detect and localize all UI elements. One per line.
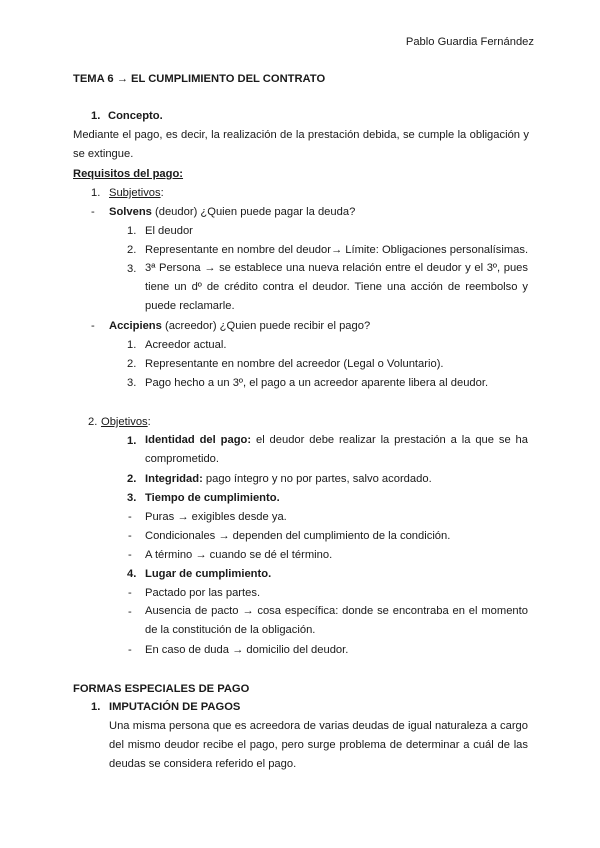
- section-1-heading: Concepto.: [108, 110, 163, 122]
- solvens-bullet: -: [91, 206, 95, 218]
- identidad-description: el deudor debe realizar la prestación a la que se ha comprometido.: [145, 434, 528, 465]
- document-title: TEMA 6 → EL CUMPLIMIENTO DEL CONTRATO: [73, 73, 326, 85]
- accipiens-item-1-text: Acreedor actual.: [145, 339, 227, 351]
- subjetivos-label: Subjetivos: [109, 187, 161, 199]
- accipiens-item-2-text: Representante en nombre del acreedor (Legal o Voluntario).: [145, 358, 444, 370]
- objetivos-number: 2.: [88, 416, 98, 428]
- lugar-item-1-bullet: -: [128, 587, 132, 599]
- lugar-item-2-text: Ausencia de pacto → cosa específica: donde se encontraba en el momento de la constitución de la obligación.: [145, 605, 528, 636]
- accipiens-item-3-text: Pago hecho a un 3º, el pago a un acreedor aparente libera al deudor.: [145, 377, 489, 389]
- tiempo-item-3-bullet: -: [128, 549, 132, 561]
- objetivos-colon: :: [147, 416, 151, 428]
- integridad-line: [145, 472, 432, 486]
- tiempo-heading: Tiempo de cumplimiento.: [145, 492, 280, 504]
- lugar-number: 4.: [127, 568, 137, 580]
- subjetivos-number: 1.: [91, 187, 101, 199]
- solvens-item-1-number: 1.: [127, 225, 137, 237]
- section-1-number: 1.: [91, 110, 101, 122]
- solvens-item-3-text: 3ª Persona → se establece una nueva relación entre el deudor y el 3º, pues tiene un dº de crédito contra el deudor. Tiene una acción de reembolso y puede reclamarle.: [145, 262, 528, 312]
- solvens-question: (deudor) ¿Quien puede pagar la deuda?: [151, 206, 356, 218]
- tiempo-item-1-text: Puras → exigibles desde ya.: [145, 511, 287, 523]
- subjetivos-label-line: [109, 186, 164, 200]
- solvens-item-1-text: El deudor: [145, 225, 193, 237]
- imputacion-number: 1.: [91, 701, 101, 713]
- lugar-item-1-text: Pactado por las partes.: [145, 587, 261, 599]
- author-header: Pablo Guardia Fernández: [405, 36, 534, 48]
- identidad-text: [145, 431, 528, 469]
- objetivos-label: Objetivos: [101, 416, 148, 428]
- subjetivos-colon: :: [160, 187, 164, 199]
- imputacion-paragraph: Una misma persona que es acreedora de varias deudas de igual naturaleza a cargo del mismo deudor recibe el pago, pero surge problema de determinar a cuál de las deudas se considera referido el pago.: [109, 720, 528, 770]
- solvens-term: Solvens: [109, 206, 152, 218]
- tiempo-item-1-bullet: -: [128, 511, 132, 523]
- requisitos-heading: Requisitos del pago:: [73, 168, 184, 180]
- tiempo-number: 3.: [127, 492, 137, 504]
- accipiens-item-1-number: 1.: [127, 339, 137, 351]
- solvens-item-3-number: 3.: [127, 263, 137, 275]
- accipiens-item-3-number: 3.: [127, 377, 137, 389]
- solvens-item-2-number: 2.: [127, 244, 137, 256]
- accipiens-item-2-number: 2.: [127, 358, 137, 370]
- tiempo-item-2-text: Condicionales → dependen del cumplimiento de la condición.: [145, 530, 451, 542]
- solvens-item-2-text: Representante en nombre del deudor→ Límite: Obligaciones personalísimas.: [145, 244, 529, 256]
- formas-heading: FORMAS ESPECIALES DE PAGO: [73, 683, 250, 695]
- lugar-item-3-bullet: -: [128, 644, 132, 656]
- lugar-item-2-bullet: -: [128, 606, 132, 618]
- identidad-number: 1.: [127, 435, 137, 447]
- accipiens-question: (acreedor) ¿Quien puede recibir el pago?: [161, 320, 371, 332]
- tiempo-item-2-bullet: -: [128, 530, 132, 542]
- lugar-item-3-text: En caso de duda → domicilio del deudor.: [145, 644, 349, 656]
- integridad-term: Integridad:: [145, 473, 203, 485]
- integridad-description: pago íntegro y no por partes, salvo acordado.: [202, 473, 432, 485]
- accipiens-bullet: -: [91, 320, 95, 332]
- tiempo-item-3-text: A término → cuando se dé el término.: [145, 549, 333, 561]
- accipiens-line: [109, 319, 370, 333]
- imputacion-heading: IMPUTACIÓN DE PAGOS: [109, 701, 241, 713]
- identidad-term: Identidad del pago:: [145, 434, 252, 446]
- section-1-paragraph: Mediante el pago, es decir, la realización de la prestación debida, se cumple la obligación y se extingue.: [73, 129, 529, 160]
- integridad-number: 2.: [127, 473, 137, 485]
- lugar-heading: Lugar de cumplimiento.: [145, 568, 272, 580]
- accipiens-term: Accipiens: [109, 320, 162, 332]
- solvens-line: [109, 205, 355, 219]
- objetivos-label-line: [101, 415, 151, 429]
